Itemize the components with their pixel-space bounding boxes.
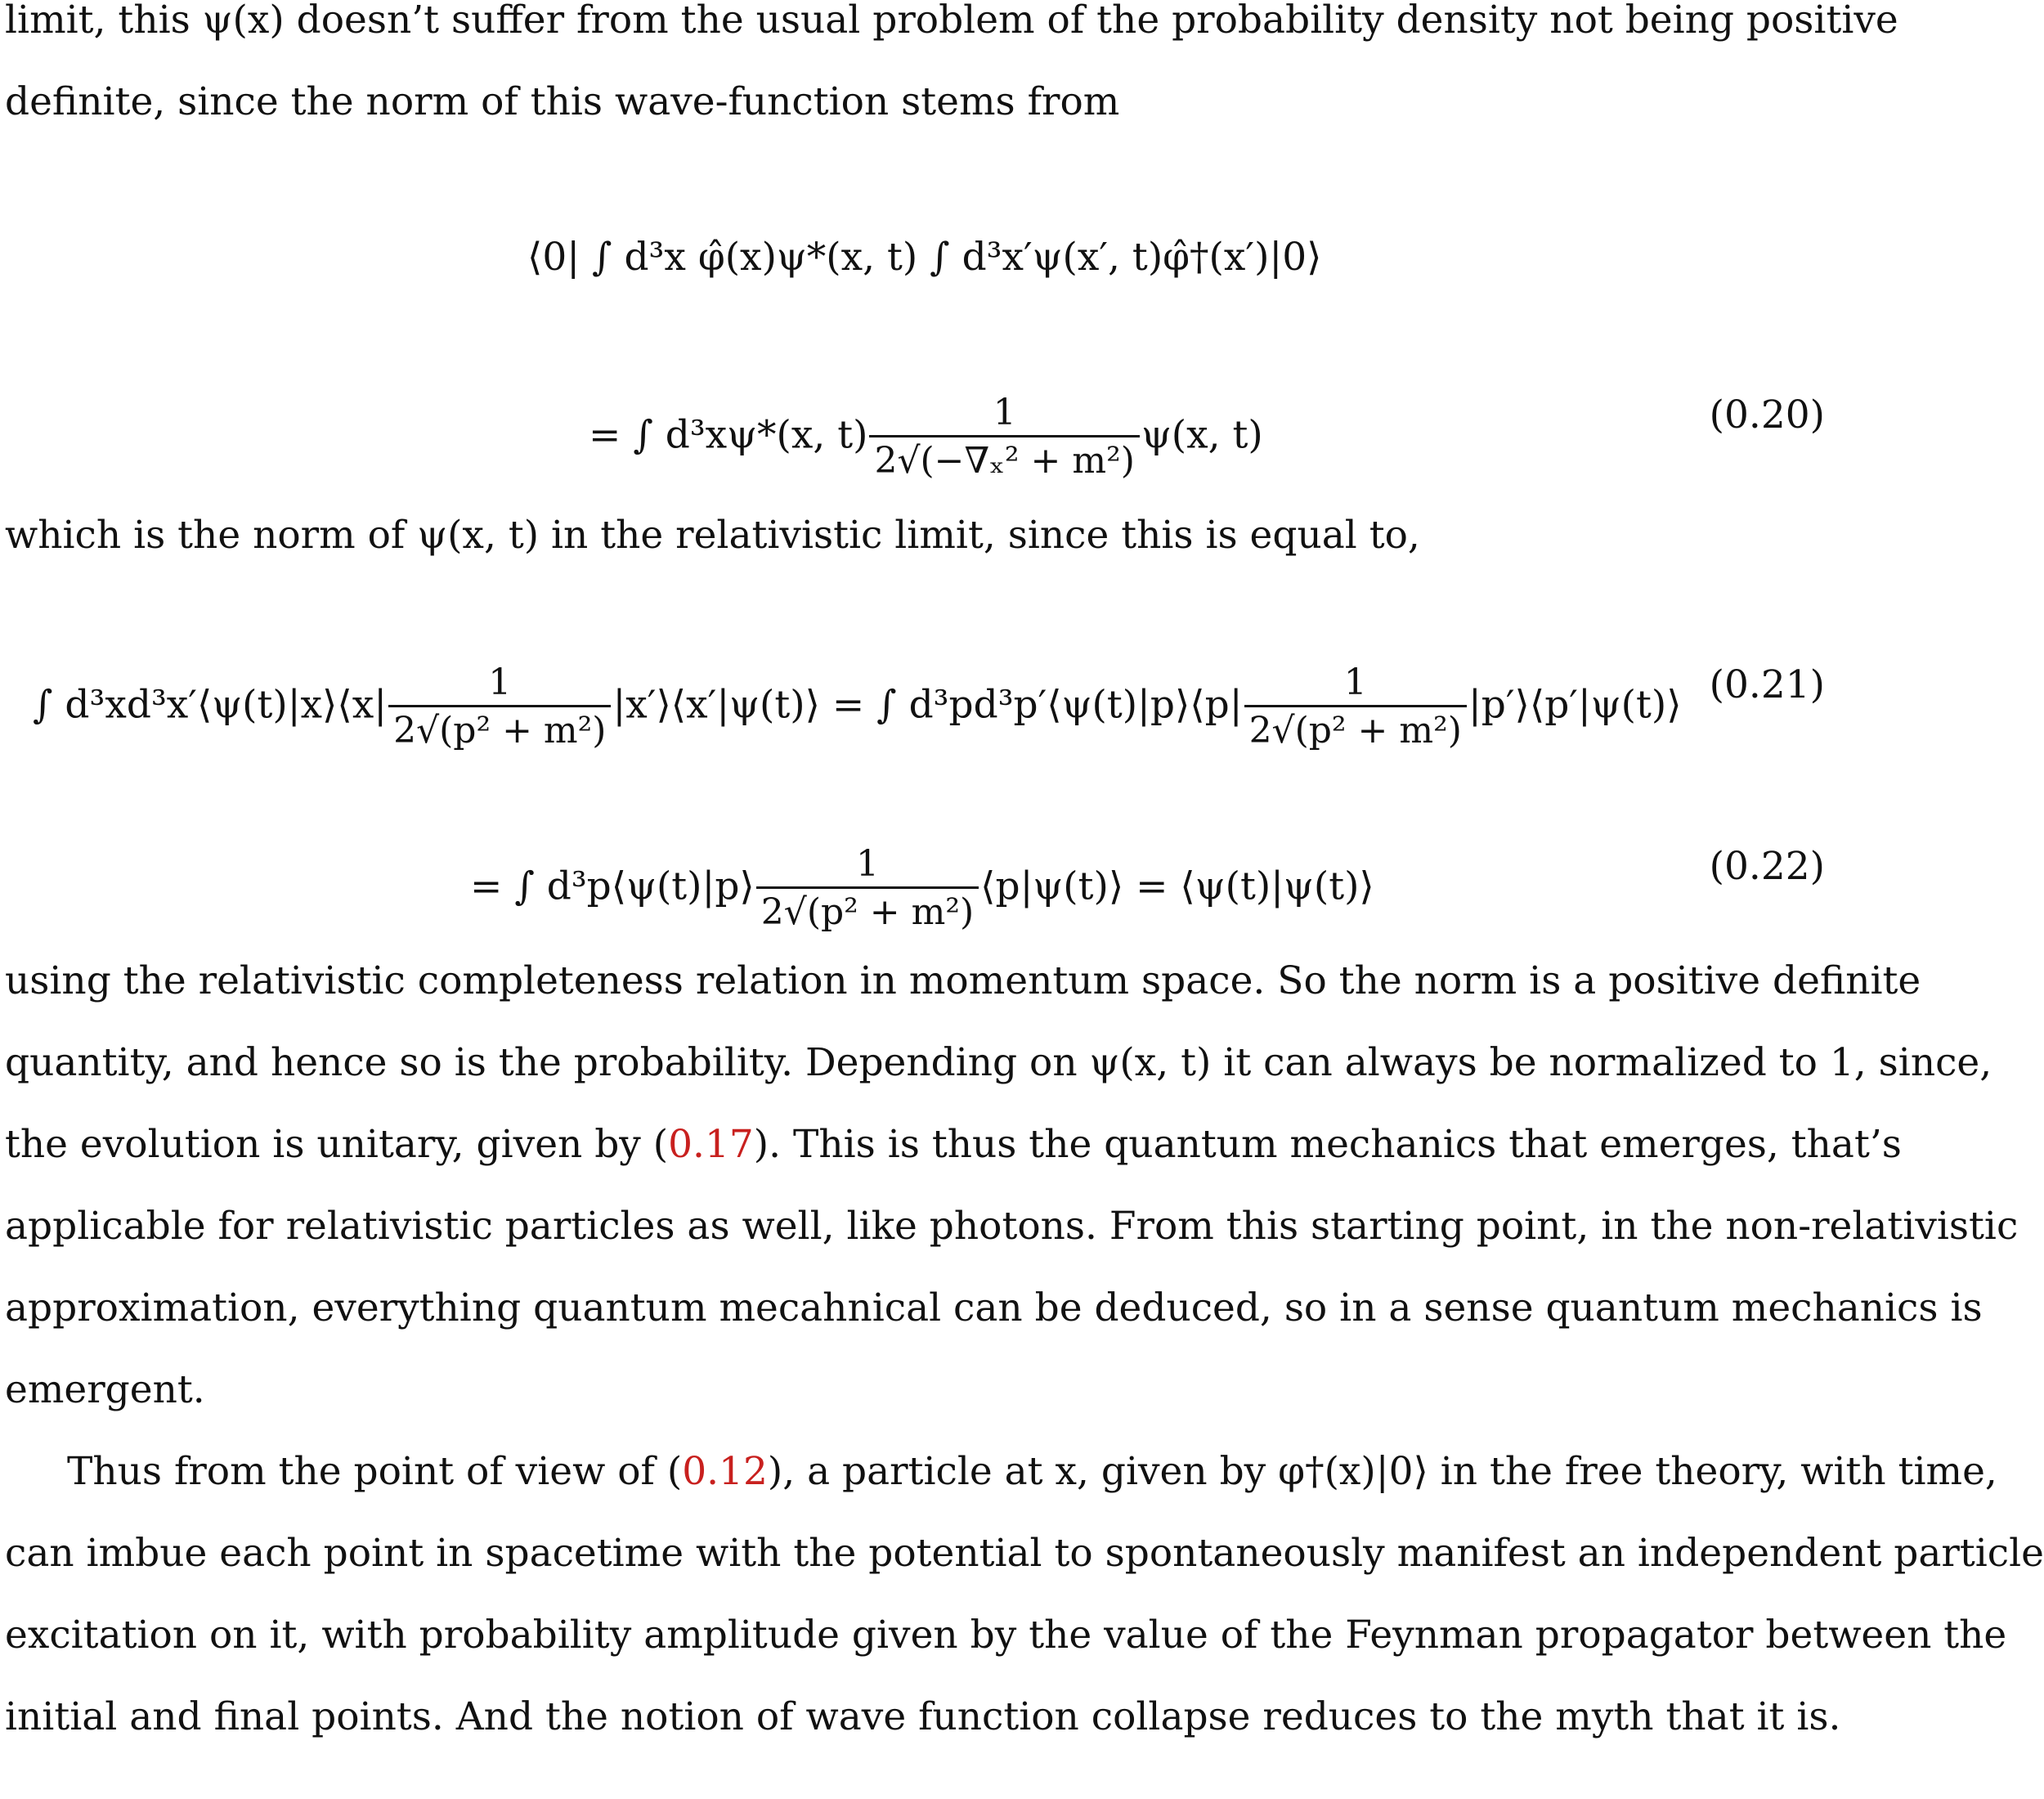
text-line: approximation, everything quantum mecahnical can be deduced, so in a sense quantum mechanics is (5, 1285, 1983, 1330)
equation-0-22 (470, 842, 1374, 936)
text-line: which is the norm of ψ(x, t) in the relativistic limit, since this is equal to, (5, 513, 1420, 558)
fraction (388, 661, 611, 755)
text-run: Thus from the point of view of ( (67, 1449, 683, 1494)
text-line: definite, since the norm of this wave-function stems from (5, 79, 1120, 124)
equation-term: = ∫ d³p⟨ψ(t)|p⟩ (470, 864, 755, 909)
fraction-denominator: 2√(p² + m²) (1248, 710, 1462, 751)
equation-term: = ∫ d³xψ*(x, t) (589, 412, 868, 458)
fraction-numerator: 1 (1244, 661, 1467, 707)
text-line: initial and final points. And the notion of wave function collapse reduces to the myth that it is. (5, 1694, 1841, 1739)
equation-reference-link[interactable]: 0.17 (668, 1122, 754, 1167)
text-line: applicable for relativistic particles as well, like photons. From this starting point, in the non-relativistic (5, 1204, 2019, 1249)
text-line (5, 1447, 1997, 1496)
text-line: excitation on it, with probability amplitude given by the value of the Feynman propagator between the (5, 1613, 2007, 1658)
text-line: using the relativistic completeness relation in momentum space. So the norm is a positive definite (5, 958, 1921, 1003)
fraction (1244, 661, 1467, 755)
text-line: emergent. (5, 1367, 205, 1412)
equation-number: (0.20) (1709, 393, 1825, 437)
equation-term: |x′⟩⟨x′|ψ(t)⟩ = ∫ d³pd³p′⟨ψ(t)|p⟩⟨p| (612, 682, 1243, 728)
fraction-numerator: 1 (869, 391, 1139, 437)
equation-term: ψ(x, t) (1141, 412, 1263, 458)
text-line: can imbue each point in spacetime with the potential to spontaneously manifest an independent particle (5, 1531, 2044, 1576)
text-run: the evolution is unitary, given by ( (5, 1122, 669, 1167)
fraction (869, 391, 1139, 485)
fraction-denominator: 2√(p² + m²) (393, 710, 607, 751)
equation-term: ∫ d³xd³x′⟨ψ(t)|x⟩⟨x| (33, 682, 388, 728)
text-run: ), a particle at x, given by φ†(x)|0⟩ in the free theory, with time, (767, 1449, 1997, 1494)
fraction (756, 842, 979, 936)
fraction-denominator: 2√(−∇ₓ² + m²) (874, 440, 1135, 482)
equation-term: |p′⟩⟨p′|ψ(t)⟩ (1468, 682, 1682, 728)
fraction-numerator: 1 (756, 842, 979, 889)
text-line (5, 1120, 1902, 1169)
text-line: limit, this ψ(x) doesn’t suffer from the usual problem of the probability density not being positive (5, 0, 1898, 43)
text-line: quantity, and hence so is the probability. Depending on ψ(x, t) it can always be normalized to 1, since, (5, 1040, 1992, 1085)
fraction-numerator: 1 (388, 661, 611, 707)
equation-number: (0.21) (1709, 662, 1825, 707)
fraction-denominator: 2√(p² + m²) (760, 891, 975, 933)
text-run: ). This is thus the quantum mechanics that emerges, that’s (753, 1122, 1902, 1167)
equation-number: (0.22) (1709, 844, 1825, 889)
equation-reference-link[interactable]: 0.12 (682, 1449, 768, 1494)
equation-term: ⟨p|ψ(t)⟩ = ⟨ψ(t)|ψ(t)⟩ (980, 864, 1374, 909)
equation-0-20-line-2 (589, 391, 1263, 485)
equation-0-21 (33, 661, 1682, 755)
equation-0-20-line-1: ⟨0| ∫ d³x φ̂(x)ψ*(x, t) ∫ d³x′ψ(x′, t)φ̂†(x′)|0⟩ (527, 235, 1322, 280)
